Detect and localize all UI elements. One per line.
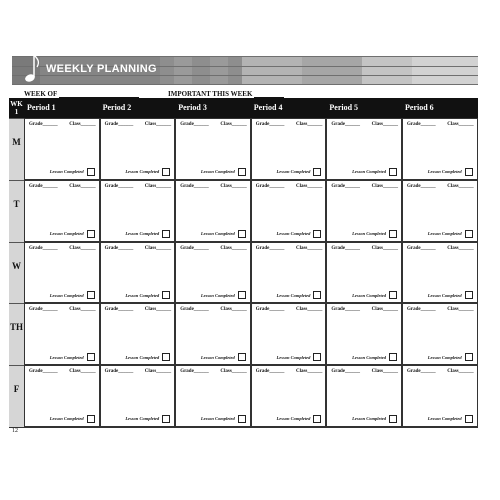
grade-field[interactable]: Grade______ (255, 122, 285, 127)
grade-class-line (180, 369, 247, 374)
lesson-cell[interactable] (100, 242, 176, 304)
lesson-completed (352, 353, 397, 361)
lesson-completed-checkbox[interactable] (313, 230, 321, 238)
class-field[interactable]: Class______ (220, 122, 247, 127)
lesson-cell[interactable] (402, 242, 478, 304)
lesson-completed-checkbox[interactable] (465, 415, 473, 423)
planning-grid (9, 98, 478, 427)
lesson-completed-label: Lesson Completed (125, 354, 160, 360)
grade-class-line (180, 246, 247, 251)
lesson-completed-checkbox[interactable] (87, 353, 95, 361)
lesson-completed (352, 415, 397, 423)
grade-class-line (180, 184, 247, 189)
lesson-completed-label: Lesson Completed (49, 169, 84, 175)
lesson-completed-label: Lesson Completed (352, 416, 386, 422)
lesson-cell[interactable] (100, 118, 176, 180)
grade-field[interactable]: Grade______ (255, 245, 285, 251)
lesson-cell[interactable] (100, 365, 176, 427)
grade-field[interactable]: Grade______ (407, 245, 436, 251)
day-label: M (9, 118, 24, 180)
class-field[interactable]: Class______ (371, 245, 398, 251)
grade-field[interactable]: Grade______ (407, 122, 436, 127)
grade-field[interactable]: Grade______ (29, 122, 58, 127)
lesson-completed-label: Lesson Completed (276, 231, 311, 237)
lesson-completed (125, 230, 170, 238)
lesson-completed (428, 353, 473, 361)
class-field[interactable]: Class______ (295, 183, 323, 189)
grade-class-line (256, 246, 323, 251)
lesson-cell[interactable] (326, 180, 402, 242)
grade-class-line (256, 307, 323, 312)
class-field[interactable]: Class______ (144, 369, 172, 375)
grade-class-line (29, 369, 96, 374)
class-field[interactable]: Class______ (447, 183, 474, 189)
lesson-completed (125, 291, 170, 299)
grade-field[interactable]: Grade______ (29, 369, 58, 375)
lesson-cell[interactable] (251, 365, 327, 427)
grade-field[interactable]: Grade______ (255, 307, 285, 313)
lesson-completed (201, 230, 246, 238)
lesson-completed-label: Lesson Completed (352, 169, 386, 175)
class-field[interactable]: Class______ (220, 245, 247, 251)
grade-field[interactable]: Grade______ (104, 369, 134, 375)
class-field[interactable]: Class______ (295, 122, 323, 127)
lesson-completed (352, 291, 397, 299)
period-header-3: Period 3 (178, 103, 207, 112)
grade-field[interactable]: Grade______ (104, 245, 134, 251)
lesson-completed (277, 353, 322, 361)
lesson-completed (50, 415, 95, 423)
class-field[interactable]: Class______ (144, 307, 172, 313)
day-row-w (9, 242, 478, 304)
lesson-completed (125, 415, 170, 423)
grade-class-line (256, 184, 323, 189)
lesson-cell[interactable] (175, 118, 251, 180)
lesson-completed-label: Lesson Completed (125, 231, 160, 237)
grade-class-line (180, 122, 247, 127)
lesson-completed-label: Lesson Completed (49, 354, 84, 360)
lesson-completed-label: Lesson Completed (276, 292, 311, 298)
page-title: WEEKLY PLANNING (46, 63, 157, 75)
lesson-completed (201, 415, 246, 423)
lesson-completed (277, 415, 322, 423)
lesson-completed-checkbox[interactable] (389, 353, 397, 361)
grade-class-line (407, 307, 474, 312)
grade-class-line (105, 184, 172, 189)
lesson-completed-label: Lesson Completed (352, 354, 386, 360)
week-of-label: WEEK OF (24, 90, 57, 98)
grade-class-line (29, 184, 96, 189)
class-field[interactable]: Class______ (144, 183, 172, 189)
lesson-completed-label: Lesson Completed (49, 416, 84, 422)
lesson-completed-label: Lesson Completed (427, 354, 462, 360)
lesson-cell[interactable] (402, 118, 478, 180)
lesson-completed-checkbox[interactable] (389, 168, 397, 176)
lesson-completed-label: Lesson Completed (352, 292, 386, 298)
class-field[interactable]: Class______ (447, 307, 474, 313)
important-this-week-field[interactable] (168, 90, 284, 98)
lesson-completed-checkbox[interactable] (313, 291, 321, 299)
lesson-completed (201, 353, 246, 361)
lesson-completed (428, 168, 473, 176)
period-header-1: Period 1 (27, 103, 56, 112)
grade-class-line (105, 369, 172, 374)
lesson-completed-label: Lesson Completed (200, 169, 235, 175)
lesson-completed-checkbox[interactable] (238, 168, 246, 176)
lesson-completed-checkbox[interactable] (87, 168, 95, 176)
grade-field[interactable]: Grade______ (331, 122, 360, 127)
week-number: 1 (14, 108, 19, 116)
lesson-completed (125, 353, 170, 361)
period-header-row (9, 98, 478, 118)
grade-field[interactable]: Grade______ (104, 183, 134, 189)
class-field[interactable]: Class______ (144, 122, 172, 127)
lesson-cell[interactable] (100, 180, 176, 242)
lesson-completed (277, 230, 322, 238)
lesson-completed-label: Lesson Completed (427, 169, 462, 175)
grade-class-line (105, 122, 172, 127)
class-field[interactable]: Class______ (69, 307, 96, 313)
lesson-cell[interactable] (175, 242, 251, 304)
lesson-completed-label: Lesson Completed (427, 292, 462, 298)
lesson-completed (352, 230, 397, 238)
lesson-cell[interactable] (251, 180, 327, 242)
lesson-completed-checkbox[interactable] (162, 168, 170, 176)
lesson-cell[interactable] (175, 365, 251, 427)
grade-field[interactable]: Grade______ (331, 183, 360, 189)
lesson-completed-checkbox[interactable] (162, 353, 170, 361)
grade-field[interactable]: Grade______ (407, 307, 436, 313)
period-header-5: Period 5 (329, 103, 359, 112)
important-this-week-label: IMPORTANT THIS WEEK (168, 90, 253, 98)
lesson-completed-checkbox[interactable] (238, 415, 246, 423)
lesson-completed (428, 291, 473, 299)
class-field[interactable]: Class______ (371, 369, 398, 375)
lesson-completed-label: Lesson Completed (200, 231, 235, 237)
lesson-completed-label: Lesson Completed (276, 416, 311, 422)
week-of-field[interactable] (24, 90, 139, 98)
class-field[interactable]: Class______ (69, 245, 96, 251)
lesson-completed-label: Lesson Completed (125, 416, 160, 422)
grade-field[interactable]: Grade______ (331, 245, 360, 251)
class-field[interactable]: Class______ (295, 245, 323, 251)
grade-field[interactable]: Grade______ (29, 245, 58, 251)
grade-field[interactable]: Grade______ (180, 369, 209, 375)
grade-field[interactable]: Grade______ (180, 122, 209, 127)
grade-class-line (331, 307, 398, 312)
lesson-completed (201, 291, 246, 299)
lesson-completed (277, 291, 322, 299)
period-header-2: Period 2 (102, 103, 132, 112)
grade-class-line (180, 307, 247, 312)
page-number: 12 (12, 428, 18, 434)
day-label: T (9, 180, 24, 242)
lesson-completed-checkbox[interactable] (465, 353, 473, 361)
grade-class-line (331, 369, 398, 374)
lesson-completed-checkbox[interactable] (162, 415, 170, 423)
lesson-cell[interactable] (251, 303, 327, 365)
lesson-completed-checkbox[interactable] (162, 230, 170, 238)
class-field[interactable]: Class______ (447, 245, 474, 251)
lesson-completed-label: Lesson Completed (427, 416, 462, 422)
grade-class-line (407, 184, 474, 189)
lesson-completed (277, 168, 322, 176)
lesson-cell[interactable] (402, 180, 478, 242)
class-field[interactable]: Class______ (220, 369, 247, 375)
lesson-completed-label: Lesson Completed (352, 231, 386, 237)
lesson-cell[interactable] (402, 365, 478, 427)
grade-class-line (105, 246, 172, 251)
lesson-completed-checkbox[interactable] (389, 291, 397, 299)
grade-class-line (331, 122, 398, 127)
day-row-f (9, 365, 478, 427)
class-field[interactable]: Class______ (447, 122, 474, 127)
week-label: WK (10, 100, 23, 108)
lesson-cell[interactable] (175, 303, 251, 365)
lesson-completed-checkbox[interactable] (313, 168, 321, 176)
lesson-completed-checkbox[interactable] (389, 415, 397, 423)
lesson-cell[interactable] (24, 118, 100, 180)
lesson-cell[interactable] (24, 303, 100, 365)
lesson-completed-checkbox[interactable] (238, 353, 246, 361)
lesson-completed (428, 230, 473, 238)
period-header-6: Period 6 (405, 103, 434, 112)
lesson-completed-label: Lesson Completed (276, 169, 311, 175)
lesson-completed-label: Lesson Completed (49, 231, 84, 237)
lesson-cell[interactable] (251, 242, 327, 304)
day-label: TH (9, 303, 24, 365)
grade-class-line (331, 246, 398, 251)
lesson-completed-label: Lesson Completed (49, 292, 84, 298)
lesson-completed-checkbox[interactable] (389, 230, 397, 238)
grade-field[interactable]: Grade______ (331, 307, 360, 313)
lesson-completed-checkbox[interactable] (238, 291, 246, 299)
grade-field[interactable]: Grade______ (104, 307, 134, 313)
day-label: F (9, 365, 24, 427)
lesson-completed-checkbox[interactable] (87, 291, 95, 299)
lesson-completed (428, 415, 473, 423)
lesson-cell[interactable] (24, 242, 100, 304)
lesson-cell[interactable] (251, 118, 327, 180)
grade-class-line (105, 307, 172, 312)
bottom-divider (9, 427, 478, 428)
class-field[interactable]: Class______ (447, 369, 474, 375)
day-row-th (9, 303, 478, 365)
class-field[interactable]: Class______ (295, 307, 323, 313)
lesson-completed-checkbox[interactable] (87, 230, 95, 238)
lesson-completed-checkbox[interactable] (238, 230, 246, 238)
grade-class-line (407, 122, 474, 127)
grade-field[interactable]: Grade______ (29, 307, 58, 313)
class-field[interactable]: Class______ (220, 307, 247, 313)
lesson-cell[interactable] (402, 303, 478, 365)
class-field[interactable]: Class______ (295, 369, 323, 375)
lesson-completed (50, 291, 95, 299)
class-field[interactable]: Class______ (371, 183, 398, 189)
lesson-cell[interactable] (326, 365, 402, 427)
lesson-completed-checkbox[interactable] (162, 291, 170, 299)
class-field[interactable]: Class______ (220, 183, 247, 189)
class-field[interactable]: Class______ (144, 245, 172, 251)
lesson-completed-checkbox[interactable] (87, 415, 95, 423)
grade-field[interactable]: Grade______ (255, 183, 285, 189)
lesson-cell[interactable] (100, 303, 176, 365)
lesson-completed-label: Lesson Completed (125, 292, 160, 298)
lesson-cell[interactable] (24, 180, 100, 242)
lesson-completed-checkbox[interactable] (465, 291, 473, 299)
lesson-completed (50, 230, 95, 238)
grade-class-line (407, 369, 474, 374)
grade-field[interactable]: Grade______ (180, 307, 209, 313)
lesson-completed (201, 168, 246, 176)
grade-field[interactable]: Grade______ (255, 369, 285, 375)
grade-class-line (29, 246, 96, 251)
class-field[interactable]: Class______ (69, 183, 96, 189)
lesson-completed-label: Lesson Completed (200, 416, 235, 422)
grade-field[interactable]: Grade______ (407, 183, 436, 189)
lesson-cell[interactable] (24, 365, 100, 427)
grade-field[interactable]: Grade______ (180, 245, 209, 251)
lesson-completed-checkbox[interactable] (465, 168, 473, 176)
grade-field[interactable]: Grade______ (407, 369, 436, 375)
week-number-cell (9, 98, 24, 118)
class-field[interactable]: Class______ (69, 369, 96, 375)
lesson-cell[interactable] (326, 118, 402, 180)
lesson-cell[interactable] (175, 180, 251, 242)
day-row-m (9, 118, 478, 180)
grade-class-line (331, 184, 398, 189)
lesson-completed-label: Lesson Completed (427, 231, 462, 237)
grade-field[interactable]: Grade______ (180, 183, 209, 189)
grade-class-line (256, 122, 323, 127)
grade-field[interactable]: Grade______ (331, 369, 360, 375)
lesson-completed-checkbox[interactable] (465, 230, 473, 238)
lesson-completed-label: Lesson Completed (200, 354, 235, 360)
lesson-completed-label: Lesson Completed (125, 169, 160, 175)
period-header-4: Period 4 (253, 103, 283, 112)
day-row-t (9, 180, 478, 242)
class-field[interactable]: Class______ (69, 122, 96, 127)
lesson-completed (50, 168, 95, 176)
day-label: W (9, 242, 24, 304)
grade-field[interactable]: Grade______ (104, 122, 134, 127)
lesson-completed (125, 168, 170, 176)
lesson-cell[interactable] (326, 242, 402, 304)
lesson-completed-label: Lesson Completed (276, 354, 311, 360)
grade-class-line (407, 246, 474, 251)
lesson-cell[interactable] (326, 303, 402, 365)
lesson-completed-checkbox[interactable] (313, 415, 321, 423)
grade-field[interactable]: Grade______ (29, 183, 58, 189)
lesson-completed-label: Lesson Completed (200, 292, 235, 298)
lesson-completed (352, 168, 397, 176)
lesson-completed (50, 353, 95, 361)
grade-class-line (29, 122, 96, 127)
music-note-icon (20, 53, 42, 85)
grade-class-line (256, 369, 323, 374)
class-field[interactable]: Class______ (371, 307, 398, 313)
class-field[interactable]: Class______ (371, 122, 398, 127)
grade-class-line (29, 307, 96, 312)
lesson-completed-checkbox[interactable] (313, 353, 321, 361)
